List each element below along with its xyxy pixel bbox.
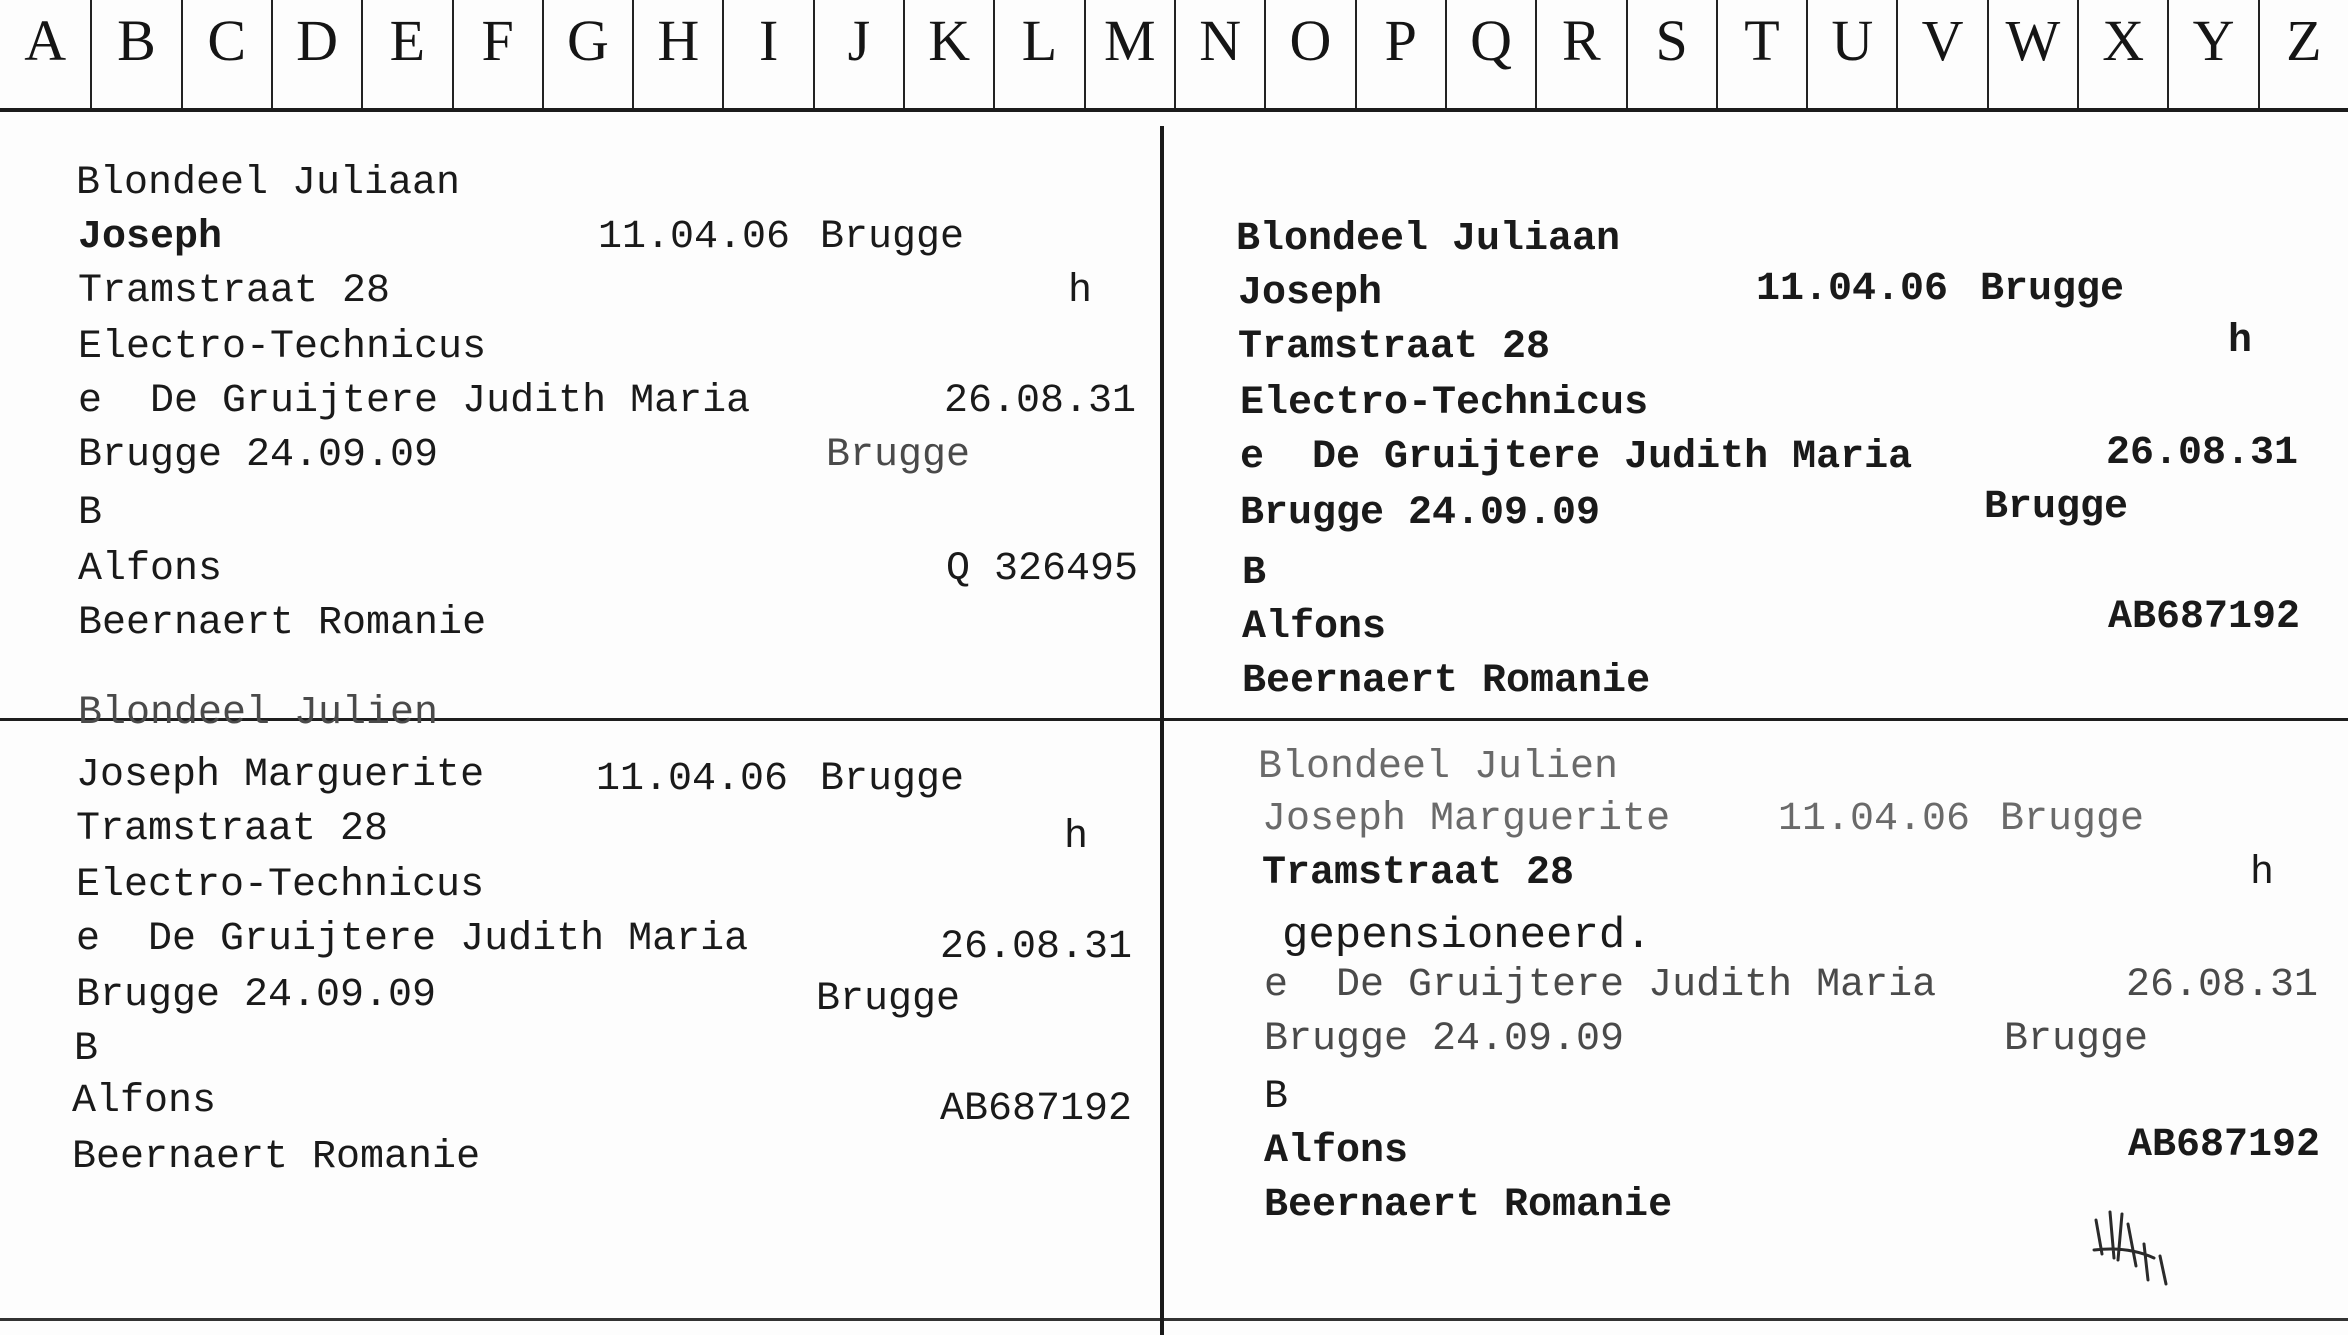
card-bottom-edge-left — [0, 1318, 1160, 1321]
alphabet-letter: R — [1562, 8, 1601, 73]
card-occupation: gepensioneerd. — [1282, 911, 1652, 961]
card-name: Blondeel Julien — [78, 691, 439, 736]
alphabet-index-strip — [0, 0, 2348, 116]
alphabet-letter: J — [847, 8, 871, 73]
card-spouse-place: Brugge — [826, 433, 971, 478]
alphabet-letter: K — [928, 8, 971, 73]
alphabet-tab-q — [1445, 0, 1535, 108]
alphabet-tab-k — [903, 0, 993, 108]
alphabet-tab-f — [452, 0, 542, 108]
alphabet-letter: S — [1655, 8, 1688, 73]
alphabet-letter: O — [1289, 8, 1332, 73]
card-spouse: e De Gruijtere Judith Maria — [1240, 435, 1913, 480]
card-father: Alfons — [72, 1079, 217, 1124]
alphabet-tab-x — [2077, 0, 2167, 108]
alphabet-tab-u — [1806, 0, 1896, 108]
card-name: Blondeel Juliaan — [1236, 217, 1621, 262]
card-occupation: Electro-Technicus — [78, 325, 487, 370]
alphabet-letter: E — [389, 8, 426, 73]
card-marriage: Brugge 24.09.09 — [76, 973, 437, 1018]
card-mark: h — [2250, 851, 2275, 896]
card-given-names: Joseph Marguerite — [1262, 797, 1671, 842]
alphabet-letter: T — [1744, 8, 1780, 73]
alphabet-tab-o — [1264, 0, 1354, 108]
card-mark: h — [1064, 815, 1089, 860]
alphabet-tab-t — [1716, 0, 1806, 108]
card-birth-place: Brugge — [820, 757, 965, 802]
card-spouse: e De Gruijtere Judith Maria — [1264, 963, 1937, 1008]
alphabet-letter: D — [296, 8, 339, 73]
card-letter: B — [1264, 1075, 1289, 1120]
card-birth-place: Brugge — [2000, 797, 2145, 842]
card-marriage: Brugge 24.09.09 — [1240, 491, 1601, 536]
alphabet-tab-d — [271, 0, 361, 108]
alphabet-letter: N — [1199, 8, 1242, 73]
card-letter: B — [1242, 551, 1267, 596]
alphabet-tab-j — [813, 0, 903, 108]
card-mark: h — [1068, 269, 1093, 314]
card-letter: B — [74, 1027, 99, 1072]
card-name: Blondeel Juliaan — [76, 161, 461, 206]
card-given-names: Joseph Marguerite — [76, 753, 485, 798]
card-father: Alfons — [78, 547, 223, 592]
card-spouse-date: 26.08.31 — [940, 925, 1133, 970]
alphabet-letter: W — [2005, 8, 2061, 73]
alphabet-letter: M — [1104, 8, 1156, 73]
card-street: Tramstraat 28 — [1262, 851, 1575, 896]
alphabet-letter: V — [1921, 8, 1964, 73]
alphabet-tab-l — [993, 0, 1083, 108]
alphabet-tab-a — [0, 0, 90, 108]
alphabet-letter: Q — [1470, 8, 1513, 73]
card-birth-date: 11.04.06 — [1756, 267, 1949, 312]
alphabet-letter: B — [117, 8, 156, 73]
card-spouse-date: 26.08.31 — [944, 379, 1137, 424]
alphabet-letter: U — [1831, 8, 1874, 73]
alphabet-letter: X — [2102, 8, 2145, 73]
card-bottom-edge-right — [1164, 1318, 2348, 1321]
alphabet-letter: P — [1384, 8, 1417, 73]
card-mother: Beernaert Romanie — [1242, 659, 1651, 704]
card-spouse-place: Brugge — [1984, 485, 2129, 530]
alphabet-tab-w — [1987, 0, 2077, 108]
card-father: Alfons — [1242, 605, 1387, 650]
card-marriage: Brugge 24.09.09 — [78, 433, 439, 478]
alphabet-tab-s — [1626, 0, 1716, 108]
alphabet-letter: Z — [2286, 8, 2322, 73]
card-birth-date: 11.04.06 — [1778, 797, 1971, 842]
card-id-number: AB687192 — [2108, 595, 2301, 640]
alphabet-tab-p — [1355, 0, 1445, 108]
alphabet-tab-n — [1174, 0, 1264, 108]
alphabet-tab-g — [542, 0, 632, 108]
card-spouse: e De Gruijtere Judith Maria — [78, 379, 751, 424]
card-occupation: Electro-Technicus — [1240, 381, 1649, 426]
alphabet-tab-y — [2167, 0, 2257, 108]
card-mother: Beernaert Romanie — [72, 1135, 481, 1180]
card-street: Tramstraat 28 — [76, 807, 389, 852]
card-letter: B — [78, 491, 103, 536]
card-name: Blondeel Julien — [1258, 745, 1619, 790]
alphabet-tab-z — [2258, 0, 2348, 108]
card-spouse-date: 26.08.31 — [2106, 431, 2299, 476]
alphabet-letter: L — [1021, 8, 1058, 73]
card-occupation: Electro-Technicus — [76, 863, 485, 908]
alphabet-letter: Y — [2192, 8, 2235, 73]
alphabet-letter: I — [758, 8, 779, 73]
card-id-number: AB687192 — [940, 1087, 1133, 1132]
handwritten-initials-mark — [2088, 1200, 2188, 1290]
card-spouse-place: Brugge — [2004, 1017, 2149, 1062]
alphabet-tab-m — [1084, 0, 1174, 108]
card-father: Alfons — [1264, 1129, 1409, 1174]
card-mother: Beernaert Romanie — [78, 601, 487, 646]
alphabet-tab-e — [361, 0, 451, 108]
alphabet-tab-i — [722, 0, 812, 108]
card-mark: h — [2228, 319, 2253, 364]
card-marriage: Brugge 24.09.09 — [1264, 1017, 1625, 1062]
card-given-names: Joseph — [78, 215, 223, 260]
alphabet-letter: F — [481, 8, 514, 73]
alphabet-letter: H — [657, 8, 700, 73]
alphabet-tab-h — [632, 0, 722, 108]
card-divider-vertical — [1160, 126, 1164, 1335]
card-spouse-date: 26.08.31 — [2126, 963, 2319, 1008]
card-given-names: Joseph — [1238, 271, 1383, 316]
card-id-number: Q 326495 — [946, 547, 1139, 592]
card-birth-date: 11.04.06 — [598, 215, 791, 260]
card-street: Tramstraat 28 — [78, 269, 391, 314]
alphabet-tab-r — [1535, 0, 1625, 108]
card-id-number: AB687192 — [2128, 1123, 2321, 1168]
card-birth-place: Brugge — [1980, 267, 2125, 312]
alphabet-tab-b — [90, 0, 180, 108]
alphabet-letter: G — [567, 8, 609, 73]
card-spouse: e De Gruijtere Judith Maria — [76, 917, 749, 962]
alphabet-letter: C — [207, 8, 247, 73]
card-mother: Beernaert Romanie — [1264, 1183, 1673, 1228]
alphabet-strip-rule — [0, 108, 2348, 112]
card-street: Tramstraat 28 — [1238, 325, 1551, 370]
card-birth-date: 11.04.06 — [596, 757, 789, 802]
alphabet-tab-v — [1896, 0, 1986, 108]
alphabet-tab-c — [181, 0, 271, 108]
card-spouse-place: Brugge — [816, 977, 961, 1022]
card-divider-right — [1164, 718, 2348, 721]
card-birth-place: Brugge — [820, 215, 965, 260]
alphabet-letter: A — [24, 8, 67, 73]
